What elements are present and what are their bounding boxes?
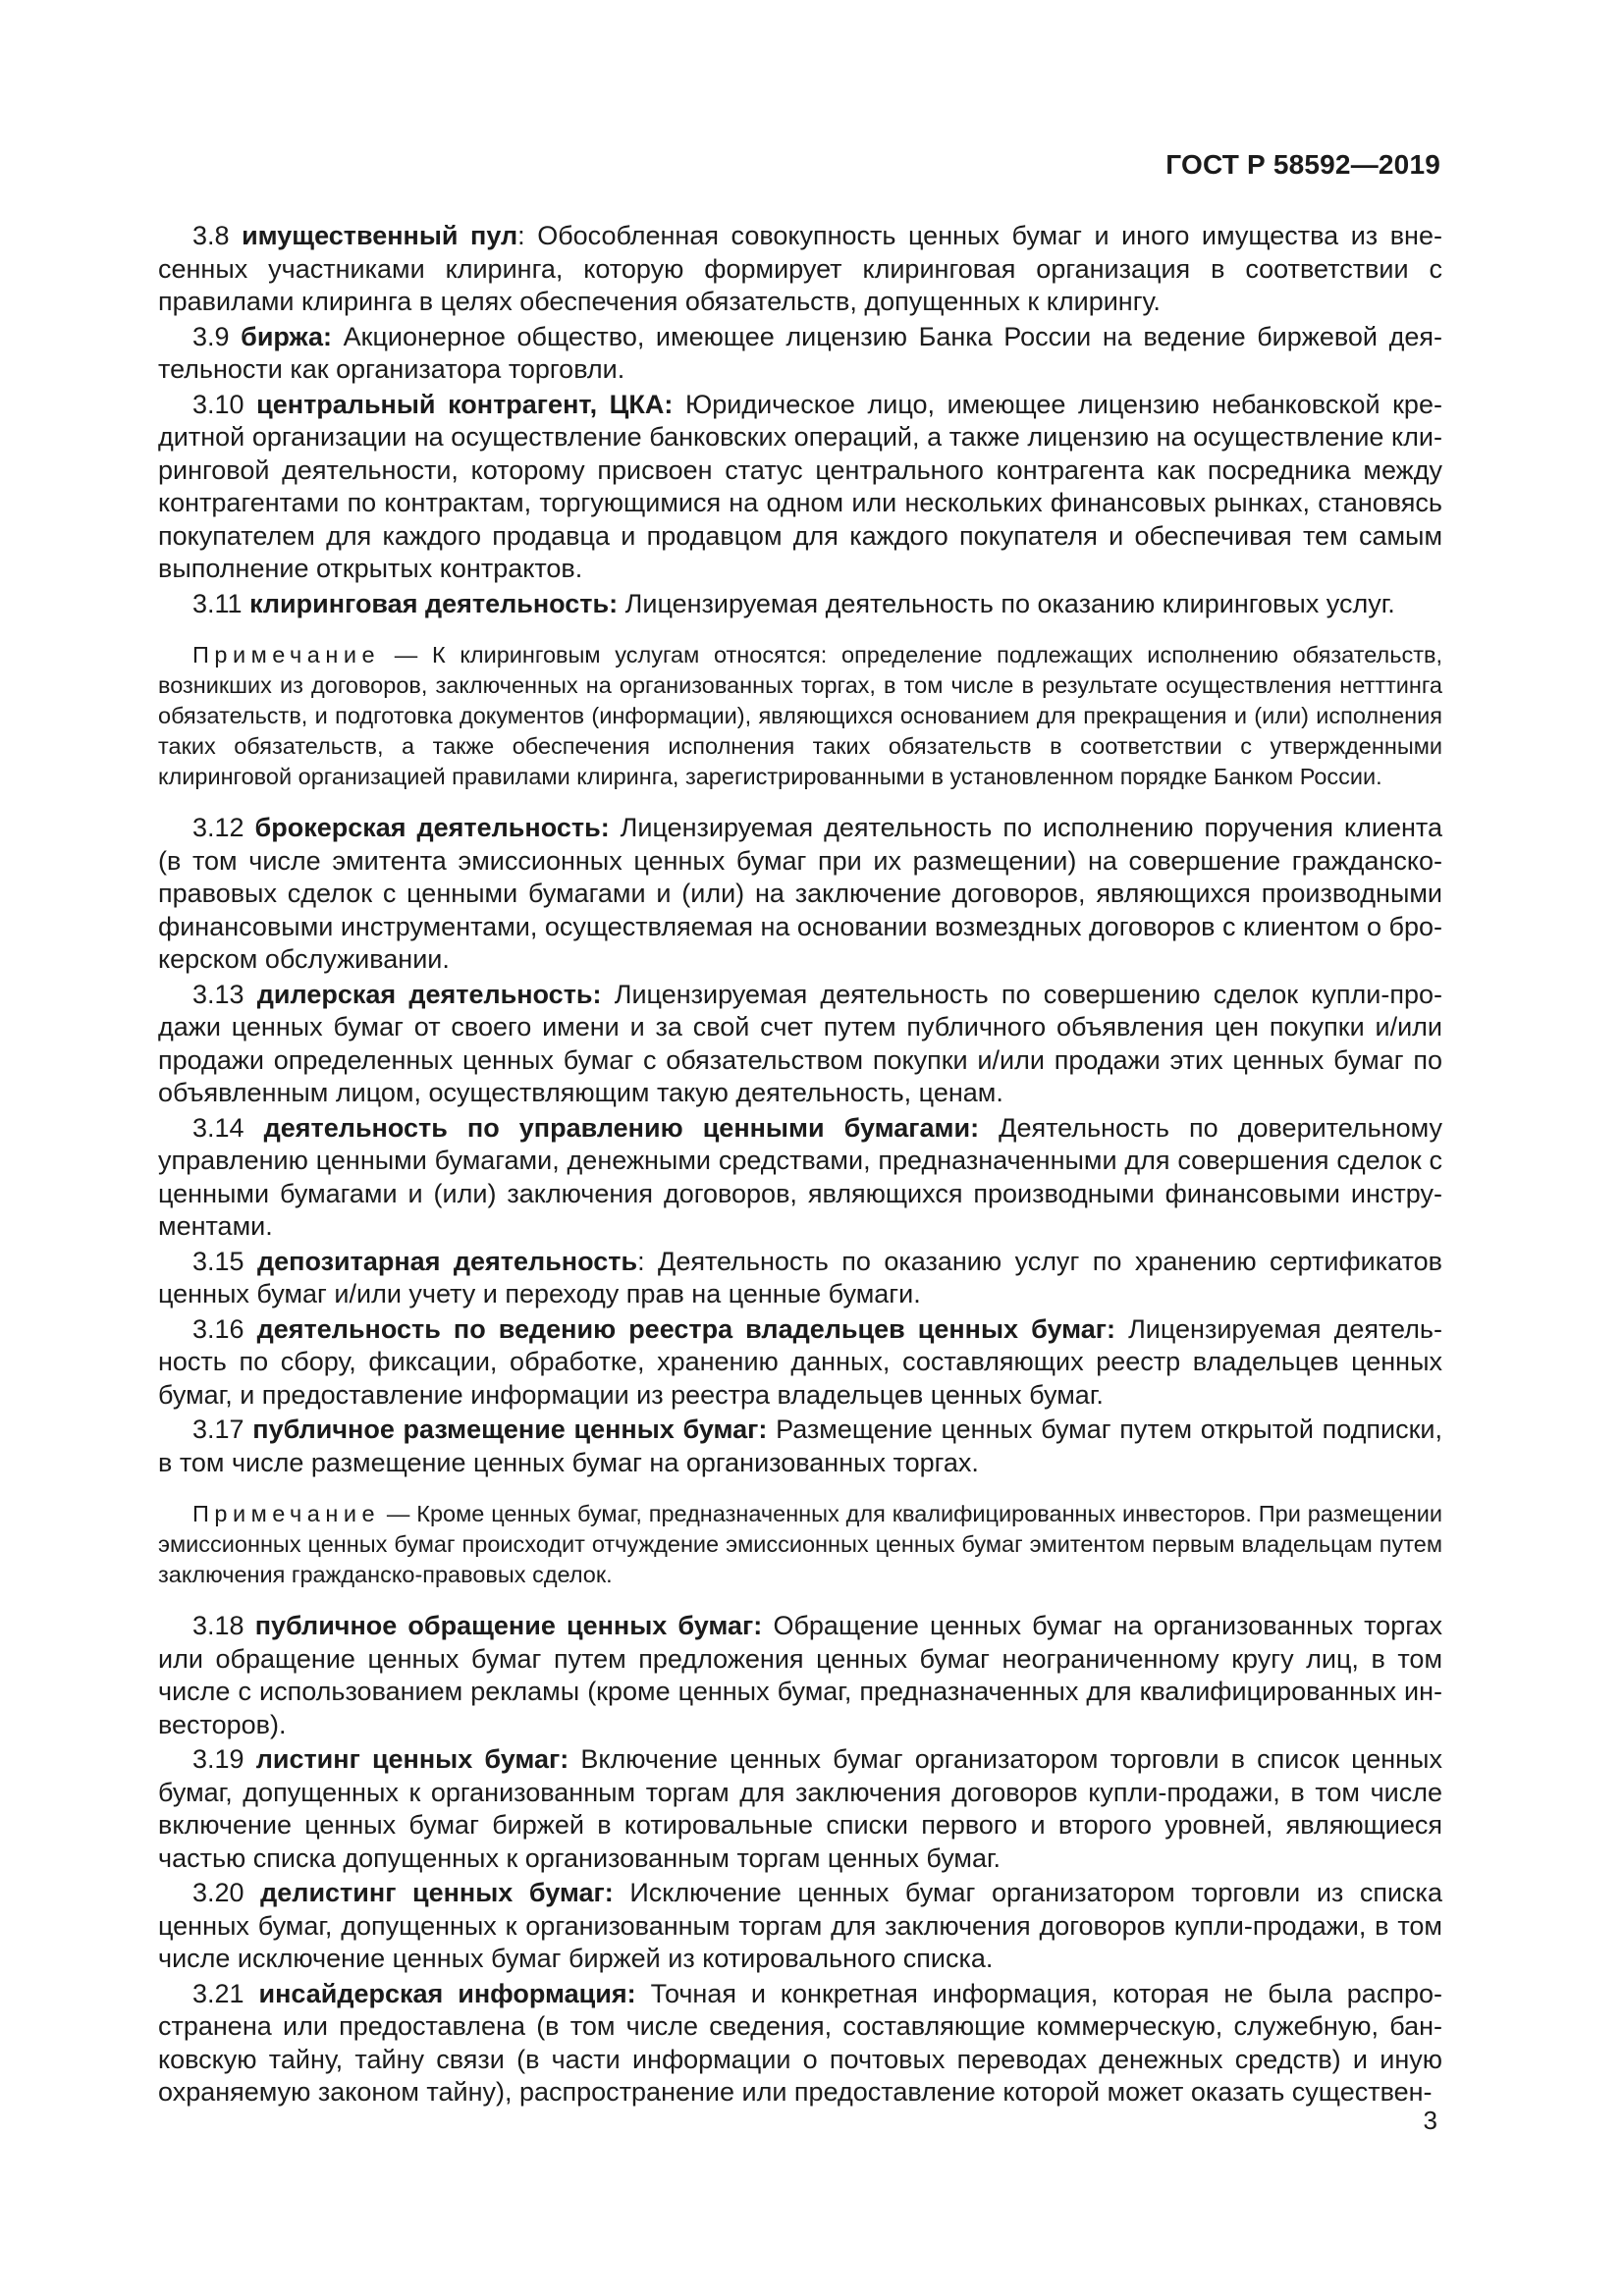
note-3-11 (158, 640, 1442, 792)
term-number: 3.19 (192, 1744, 244, 1774)
term-name: клиринговая деятельность: (249, 588, 619, 618)
note-dash: — (380, 642, 432, 667)
note-3-17 (158, 1499, 1442, 1590)
term-definition: Акционерное общество, имеющее лицензию Банка России на ведение биржевой деятельности как организатора торговли. (158, 321, 1442, 384)
term-number: 3.12 (192, 813, 244, 842)
term-separator (332, 322, 344, 351)
term-definition: Размещение ценных бумаг путем открытой подписки, в том числе размещение ценных бумаг на организованных торгах. (158, 1415, 1442, 1477)
document-body (158, 220, 1442, 2111)
term-definition: Исключение ценных бумаг организатором торговли из списка ценных бумаг, допущенных к организованным торгам для заключения договоров купли-продажи, в том числе исключение ценных бумаг биржей из котировального списка. (158, 1878, 1442, 1973)
term-3-16 (158, 1313, 1442, 1413)
term-separator (614, 1878, 630, 1907)
term-name: инсайдерская информация: (258, 1978, 636, 2008)
term-definition: Лицензируемая деятельность по сбору, фиксации, обработке, хранению данных, составляющих реестр владельцев ценных бумаг, и предоставление информации из реестра владельцев ценных бумаг. (158, 1313, 1442, 1410)
term-separator (1115, 1314, 1128, 1344)
term-separator (673, 390, 685, 419)
term-number: 3.13 (192, 979, 244, 1009)
term-number: 3.17 (192, 1415, 244, 1444)
term-definition: Лицензируемая деятельность по исполнению поручения клиента (в том числе эмитента эмиссионных ценных бумаг при их размещении) на совершение гражданско-правовых сделок с ценными бумагами и (или) на заключение договоров, являющихся производными финансовыми инструментами, осуществляемая на основании возмездных договоров с клиентом о брокерском обслуживании. (158, 813, 1442, 974)
term-number: 3.16 (192, 1313, 244, 1344)
term-separator (568, 1744, 580, 1774)
term-number: 3.8 (192, 221, 230, 250)
term-separator (762, 1611, 773, 1640)
term-name: депозитарная деятельность (257, 1246, 638, 1276)
term-3-17 (158, 1414, 1442, 1479)
term-name: делистинг ценных бумаг: (260, 1878, 614, 1907)
term-3-19 (158, 1743, 1442, 1875)
term-name: публичное размещение ценных бумаг: (252, 1415, 768, 1444)
term-number: 3.20 (192, 1878, 244, 1907)
note-text: Кроме ценных бумаг, предназначенных для квалифицированных инвесторов. При размещении эмиссионных ценных бумаг происходит отчуждение эмиссионных ценных бумаг эмитентом первым владельцам путем заключения гражданско-правовых сделок. (158, 1501, 1443, 1587)
term-separator: : (517, 221, 538, 250)
term-name: дилерская деятельность: (256, 979, 602, 1009)
page-number: 3 (1423, 2106, 1437, 2135)
term-3-8 (158, 220, 1442, 319)
note-text: К клиринговым услугам относятся: определение подлежащих исполнению обязательств, возникших из договоров, заключенных на организованных торгах, в том числе в результате осуществления нетттинга обязательств, и подготовка документов (информации), являющихся основанием для прекращения и (или) исполнения таких обязательств, а также обеспечения исполнения таких обязательств в соответствии с утвержденными клиринговой организацией правилами клиринга, зарегистрированными в установленном порядке Банком России. (158, 642, 1443, 789)
term-definition: Лицензируемая деятельность по оказанию клиринговых услуг. (624, 588, 1395, 618)
note-label: Примечание (192, 1501, 381, 1526)
term-name: брокерская деятельность: (254, 813, 610, 842)
term-number: 3.10 (192, 389, 244, 419)
term-3-12 (158, 812, 1442, 977)
term-name: листинг ценных бумаг: (255, 1744, 569, 1774)
term-name: деятельность по ведению реестра владельцев ценных бумаг: (256, 1313, 1115, 1344)
term-3-11 (158, 588, 1442, 621)
term-definition: Лицензируемая деятельность по совершению сделок купли-продажи ценных бумаг от своего имени и за свой счет путем публичного объявления цен покупки и/или продажи определенных ценных бумаг с обязательством покупки и/или продажи этих ценных бумаг по объявленным лицом, осуществляющим такую деятельность, ценам. (158, 979, 1442, 1107)
term-3-21 (158, 1978, 1442, 2109)
term-separator (767, 1415, 776, 1444)
term-separator (602, 980, 615, 1009)
term-number: 3.9 (192, 321, 230, 351)
term-definition: Точная и конкретная информация, которая не была распространена или предоставлена (в том числе сведения, составляющие коммерческую, служебную, банковскую тайну, тайну связи (в части информации о почтовых переводах денежных средств) и иную охраняемую законом тайну), распространение или предоставление которой может оказать существен- (158, 1978, 1442, 2107)
note-label: Примечание (192, 642, 381, 667)
term-3-15 (158, 1246, 1442, 1311)
note-dash: — (380, 1501, 417, 1526)
term-definition: Обособленная совокупность ценных бумаг и иного имущества из внесенных участниками клиринга, которую формирует клиринговая организация в соответствии с правилами клиринга в целях обеспечения обязательств, допущенных к клирингу. (158, 221, 1442, 316)
term-definition: Обращение ценных бумаг на организованных торгах или обращение ценных бумаг путем предложения ценных бумаг неограниченному кругу лиц, в том числе с использованием рекламы (кроме ценных бумаг, предназначенных для квалифицированных инвесторов). (158, 1611, 1442, 1739)
term-number: 3.18 (192, 1611, 244, 1640)
term-name: деятельность по управлению ценными бумагами: (263, 1112, 980, 1143)
term-separator: : (637, 1246, 659, 1276)
term-definition: Деятельность по оказанию услуг по хранению сертификатов ценных бумаг и/или учету и переходу прав на ценные бумаги. (158, 1246, 1442, 1308)
term-3-13 (158, 979, 1442, 1110)
term-separator (618, 589, 625, 618)
term-number: 3.21 (192, 1978, 244, 2008)
term-name: публичное обращение ценных бумаг: (254, 1611, 763, 1640)
term-number: 3.15 (192, 1246, 244, 1276)
term-3-14 (158, 1112, 1442, 1244)
term-separator (610, 813, 621, 842)
term-name: центральный контрагент, ЦКА: (256, 389, 674, 419)
standard-number-header: ГОСТ Р 58592—2019 (1165, 149, 1440, 180)
term-name: биржа: (241, 321, 333, 351)
term-3-20 (158, 1877, 1442, 1976)
term-separator (636, 1979, 651, 2008)
term-definition: Включение ценных бумаг организатором торговли в список ценных бумаг, допущенных к организованным торгам для заключения договоров купли-продажи, в том числе включение ценных бумаг биржей в котировальные списки первого и второго уровней, являющиеся частью списка допущенных к организованным торгам ценных бумаг. (158, 1744, 1442, 1873)
term-3-10 (158, 389, 1442, 586)
term-number: 3.14 (192, 1112, 244, 1143)
term-definition: Юридическое лицо, имеющее лицензию небанковской кредитной организации на осуществление банковских операций, а также лицензию на осуществление клиринговой деятельности, которому присвоен статус центрального контрагента как посредника между контрагентами по контрактам, торгующимися на одном или нескольких финансовых рынках, становясь покупателем для каждого продавца и продавцом для каждого покупателя и обеспечивая тем самым выполнение открытых контрактов. (158, 389, 1442, 583)
term-name: имущественный пул (242, 221, 518, 250)
term-definition: Деятельность по доверительному управлению ценными бумагами, денежными средствами, предназначенными для совершения сделок с ценными бумагами и (или) заключения договоров, являющихся производными финансовыми инструментами. (158, 1112, 1442, 1241)
term-number: 3.11 (192, 588, 243, 618)
term-3-9 (158, 321, 1442, 387)
term-separator (979, 1113, 999, 1143)
term-3-18 (158, 1610, 1442, 1741)
